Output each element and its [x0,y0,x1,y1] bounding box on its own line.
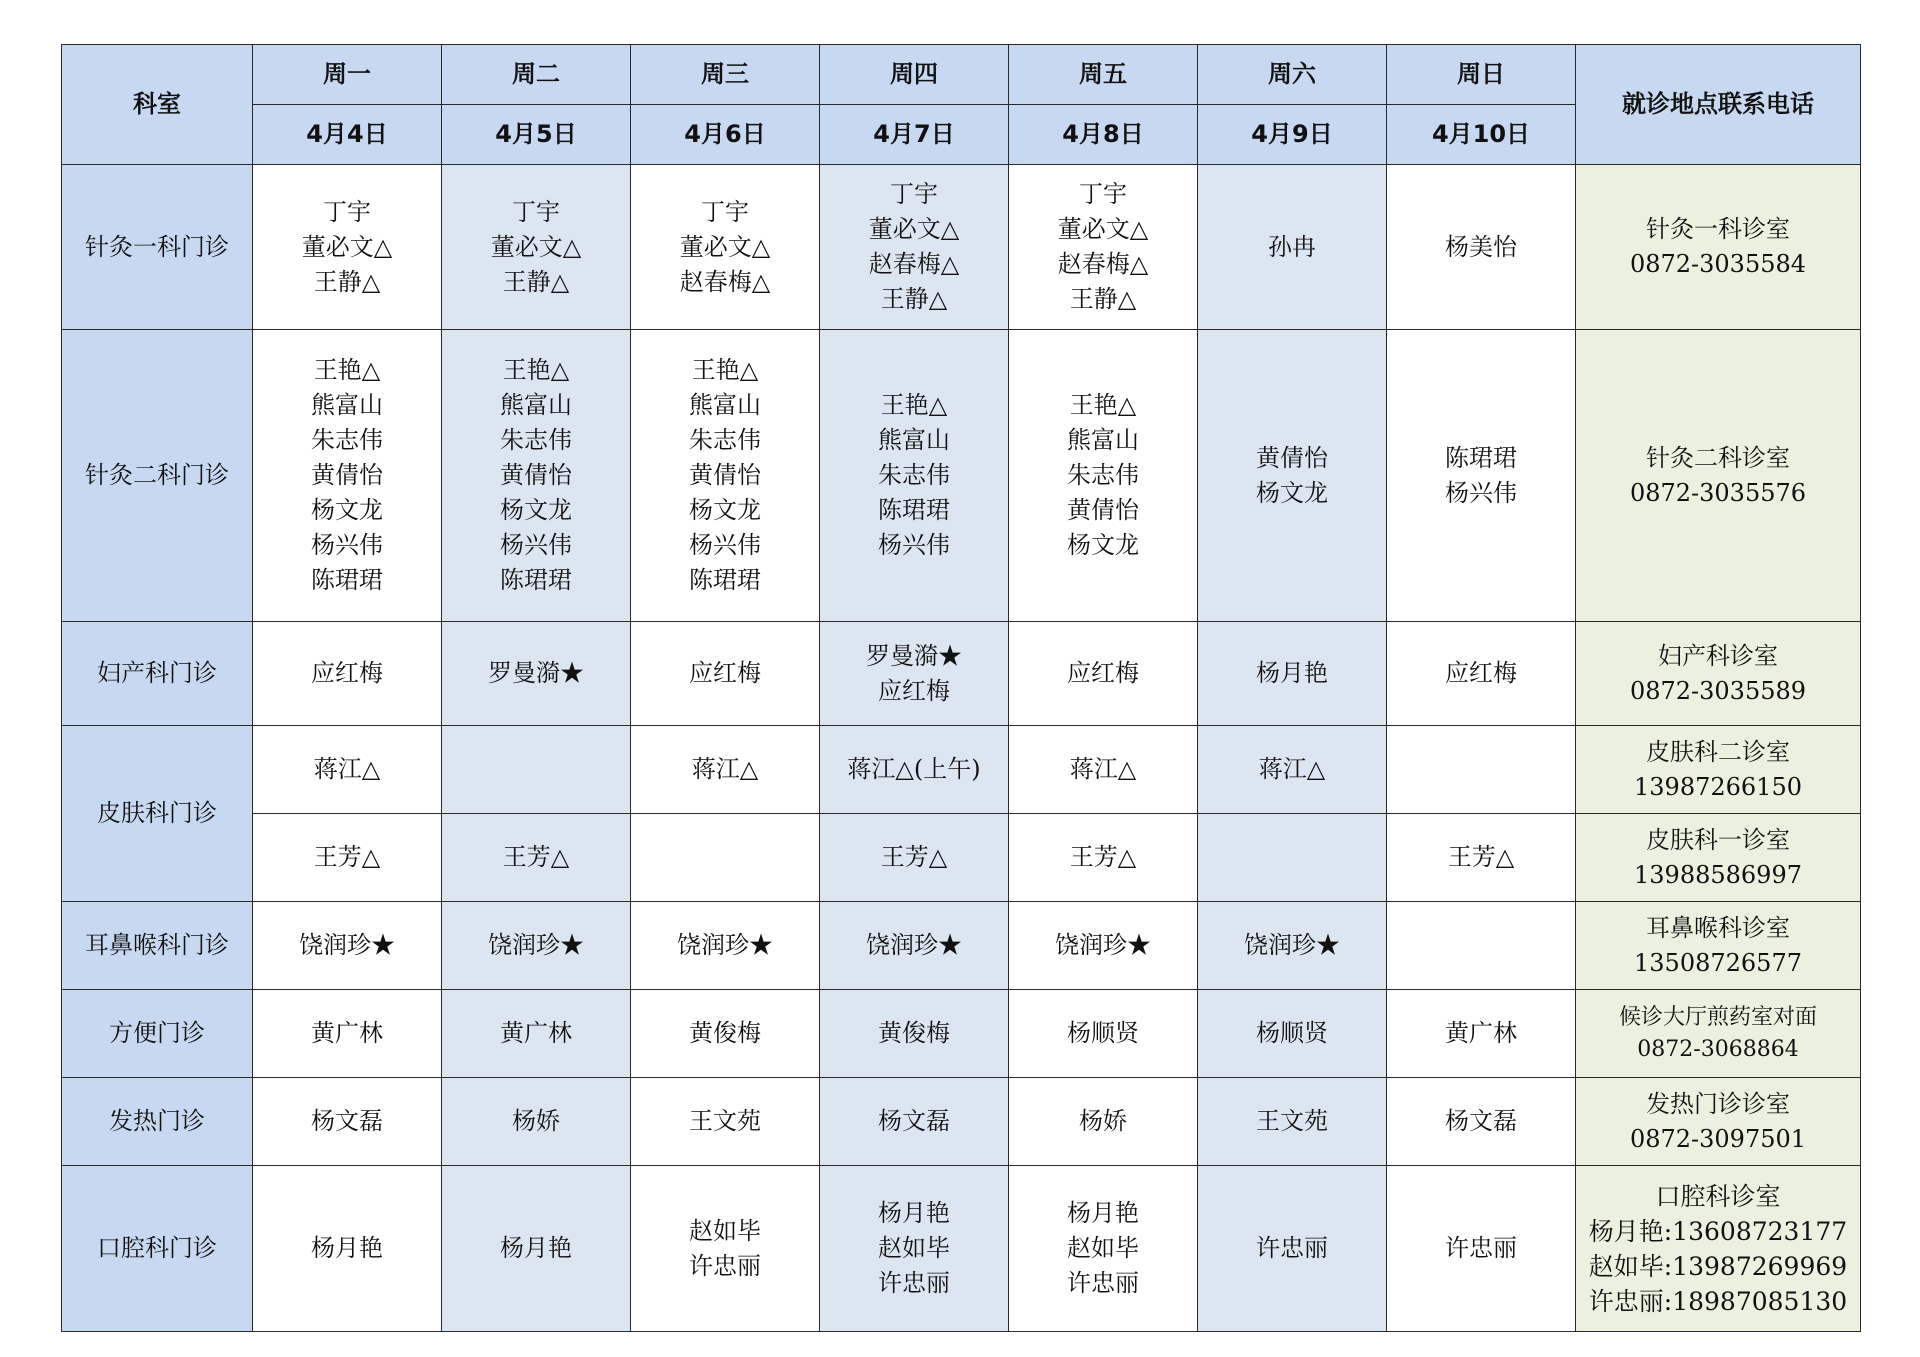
doctor-name: 陈珺珺 [500,566,572,594]
schedule-cell [442,622,631,726]
table-row [62,814,1861,902]
doctor-name: 王芳△ [1447,843,1515,871]
schedule-cell [1009,622,1198,726]
date-header: 4月10日 [1387,105,1576,165]
doctor-name: 熊富山 [311,391,383,419]
location-name: 候诊大厅煎药室对面 [1618,1004,1817,1030]
doctor-name: 熊富山 [500,391,572,419]
table-row [62,622,1861,726]
schedule-cell [1387,1166,1576,1332]
schedule-cell [1198,165,1387,330]
dept-cell: 妇产科门诊 [62,622,253,726]
doctor-name: 董必文△ [301,232,393,261]
doctor-name: 许忠丽 [689,1251,761,1280]
doctor-name: 熊富山 [878,426,950,454]
doctor-name: 杨娇 [1079,1107,1127,1135]
doctor-name: 应红梅 [311,659,383,687]
schedule-cell [631,990,820,1078]
doctor-name: 杨文龙 [1256,478,1328,507]
phone-number: 13508726577 [1634,948,1802,977]
schedule-cell [1387,165,1576,330]
schedule-cell [253,1078,442,1166]
schedule-table [61,44,1861,1332]
location-contact-cell [1576,990,1861,1078]
schedule-cell [820,622,1009,726]
doctor-name: 罗曼漪★ [866,641,962,670]
schedule-cell [253,330,442,622]
doctor-name: 陈珺珺 [689,566,761,594]
weekday-header: 周三 [631,45,820,105]
phone-number: 0872-3068864 [1637,1036,1799,1062]
doctor-name: 饶润珍★ [299,931,395,959]
date-header: 4月9日 [1198,105,1387,165]
schedule-cell [1009,1166,1198,1332]
location-name: 皮肤科一诊室 [1646,825,1790,854]
doctor-name: 黄倩怡 [1067,496,1139,524]
schedule-cell [631,1078,820,1166]
doctor-name: 丁宇 [701,197,749,226]
doctor-name: 董必文△ [868,215,960,243]
table-header [62,45,1861,165]
doctor-name: 杨顺贤 [1256,1019,1328,1047]
schedule-cell [1387,622,1576,726]
dept-cell: 针灸二科门诊 [62,330,253,622]
schedule-cell [631,814,820,902]
schedule-cell [253,165,442,330]
doctor-name: 王艳△ [1069,391,1137,419]
doctor-name: 黄广林 [500,1019,572,1047]
dept-cell: 发热门诊 [62,1078,253,1166]
table-row [62,990,1861,1078]
doctor-name: 黄倩怡 [311,461,383,489]
schedule-cell [1198,990,1387,1078]
doctor-name: 王文苑 [1256,1107,1328,1135]
doctor-name: 王艳△ [313,356,381,384]
phone-number: 杨月艳:13608723177 [1588,1216,1848,1246]
schedule-cell [1387,330,1576,622]
doctor-name: 王静△ [502,267,570,296]
schedule-cell [820,814,1009,902]
schedule-cell [1198,902,1387,990]
doctor-name: 杨月艳 [311,1234,383,1262]
doctor-name: 熊富山 [689,391,761,419]
location-contact-cell [1576,1166,1861,1332]
schedule-cell [820,330,1009,622]
phone-number: 赵如毕:13987269969 [1588,1251,1848,1281]
doctor-name: 丁宇 [890,180,938,208]
doctor-name: 杨文龙 [311,496,383,524]
dept-cell: 针灸一科门诊 [62,165,253,330]
doctor-name: 杨月艳 [500,1234,572,1262]
doctor-name: 杨文磊 [1445,1107,1517,1135]
schedule-cell [1198,814,1387,902]
doctor-name: 熊富山 [1067,426,1139,454]
schedule-cell [820,902,1009,990]
doctor-name: 黄广林 [1445,1019,1517,1047]
phone-number: 0872-3035576 [1629,478,1807,507]
doctor-name: 孙冉 [1268,232,1316,261]
doctor-name: 黄倩怡 [500,461,572,489]
doctor-name: 许忠丽 [1445,1234,1517,1262]
doctor-name: 杨兴伟 [689,531,761,559]
phone-number: 13987266150 [1634,772,1802,801]
date-header: 4月5日 [442,105,631,165]
location-contact-cell [1576,726,1861,814]
doctor-name: 王芳△ [1069,843,1137,871]
header-row-weekdays [62,45,1861,105]
doctor-name: 丁宇 [1079,180,1127,208]
phone-number: 许忠丽:18987085130 [1588,1286,1848,1316]
schedule-cell [442,990,631,1078]
schedule-cell [253,990,442,1078]
doctor-name: 赵春梅△ [1057,250,1149,278]
schedule-cell [442,165,631,330]
doctor-name: 杨顺贤 [1067,1019,1139,1047]
doctor-name: 赵如毕 [1067,1234,1139,1262]
doctor-name: 丁宇 [512,197,560,226]
doctor-name: 王艳△ [502,356,570,384]
doctor-name: 杨兴伟 [878,531,950,559]
weekday-header: 周一 [253,45,442,105]
doctor-name: 王静△ [880,285,948,313]
doctor-name: 黄广林 [311,1019,383,1047]
doctor-name: 应红梅 [1445,659,1517,687]
schedule-cell [631,726,820,814]
date-header: 4月8日 [1009,105,1198,165]
schedule-cell [631,622,820,726]
doctor-name: 陈珺珺 [878,496,950,524]
doctor-name: 罗曼漪★ [488,659,584,687]
doctor-name: 朱志伟 [689,426,761,454]
schedule-cell [1198,1078,1387,1166]
doctor-name: 董必文△ [490,232,582,261]
schedule-cell [253,622,442,726]
doctor-name: 赵如毕 [689,1216,761,1245]
doctor-name: 朱志伟 [878,461,950,489]
dept-cell: 皮肤科门诊 [62,726,253,902]
doctor-name: 蒋江△ [1069,755,1137,783]
schedule-cell [442,902,631,990]
location-contact-cell [1576,902,1861,990]
doctor-name: 杨月艳 [1256,659,1328,687]
table-row [62,1078,1861,1166]
phone-number: 0872-3035584 [1629,250,1807,278]
schedule-cell [442,726,631,814]
doctor-name: 王艳△ [880,391,948,419]
dept-column-header: 科室 [62,45,253,165]
doctor-name: 杨文磊 [878,1107,950,1135]
doctor-name: 蒋江△ [691,755,759,783]
schedule-cell [253,726,442,814]
location-name: 口腔科诊室 [1655,1181,1781,1211]
doctor-name: 蒋江△ [1258,755,1326,783]
weekday-header: 周六 [1198,45,1387,105]
doctor-name: 应红梅 [689,659,761,687]
date-header: 4月6日 [631,105,820,165]
location-name: 皮肤科二诊室 [1646,737,1790,766]
schedule-cell [1009,165,1198,330]
doctor-name: 黄俊梅 [689,1019,761,1047]
schedule-cell [253,1166,442,1332]
table-row [62,330,1861,622]
location-contact-cell [1576,622,1861,726]
schedule-cell [253,814,442,902]
schedule-cell [820,726,1009,814]
doctor-name: 黄倩怡 [1256,443,1328,472]
contact-column-header: 就诊地点联系电话 [1576,45,1861,165]
schedule-cell [1198,622,1387,726]
weekday-header: 周四 [820,45,1009,105]
doctor-name: 饶润珍★ [1055,931,1151,959]
location-contact-cell [1576,1078,1861,1166]
schedule-cell [820,990,1009,1078]
schedule-cell [1009,726,1198,814]
schedule-cell [631,902,820,990]
location-contact-cell [1576,814,1861,902]
dept-cell: 耳鼻喉科门诊 [62,902,253,990]
doctor-name: 朱志伟 [500,426,572,454]
doctor-name: 赵春梅△ [679,267,771,296]
doctor-name: 陈珺珺 [1445,443,1517,472]
doctor-name: 应红梅 [878,676,950,705]
phone-number: 0872-3035589 [1629,676,1807,705]
table-row [62,1166,1861,1332]
doctor-name: 饶润珍★ [488,931,584,959]
doctor-name: 杨美怡 [1445,232,1517,261]
doctor-name: 董必文△ [679,232,771,261]
doctor-name: 黄俊梅 [878,1019,950,1047]
schedule-cell [442,814,631,902]
schedule-cell [1387,1078,1576,1166]
doctor-name: 应红梅 [1067,659,1139,687]
location-contact-cell [1576,165,1861,330]
doctor-name: 董必文△ [1057,215,1149,243]
table-row [62,726,1861,814]
table-row [62,165,1861,330]
schedule-cell [1009,330,1198,622]
doctor-name: 杨月艳 [878,1199,950,1227]
schedule-cell [1387,726,1576,814]
dept-cell: 口腔科门诊 [62,1166,253,1332]
doctor-name: 王芳△ [502,843,570,871]
date-header: 4月4日 [253,105,442,165]
weekday-header: 周二 [442,45,631,105]
doctor-name: 王芳△ [313,843,381,871]
doctor-name: 杨文磊 [311,1107,383,1135]
doctor-name: 杨娇 [512,1107,560,1135]
doctor-name: 王静△ [313,267,381,296]
date-header: 4月7日 [820,105,1009,165]
doctor-name: 饶润珍★ [866,931,962,959]
doctor-name: 杨月艳 [1067,1199,1139,1227]
weekday-header: 周日 [1387,45,1576,105]
schedule-cell [253,902,442,990]
schedule-cell [631,1166,820,1332]
weekday-header: 周五 [1009,45,1198,105]
phone-number: 0872-3097501 [1629,1124,1807,1153]
doctor-name: 赵春梅△ [868,250,960,278]
doctor-name: 蒋江△ [313,755,381,783]
doctor-name: 杨兴伟 [1445,478,1517,507]
schedule-cell [1198,726,1387,814]
doctor-name: 陈珺珺 [311,566,383,594]
doctor-name: 丁宇 [323,197,371,226]
doctor-name: 杨兴伟 [311,531,383,559]
doctor-name: 王静△ [1069,285,1137,313]
schedule-cell [820,1078,1009,1166]
doctor-name: 王艳△ [691,356,759,384]
location-contact-cell [1576,330,1861,622]
dept-cell: 方便门诊 [62,990,253,1078]
doctor-name: 许忠丽 [1067,1269,1139,1297]
table-row [62,902,1861,990]
doctor-name: 杨文龙 [500,496,572,524]
doctor-name: 许忠丽 [878,1269,950,1297]
schedule-cell [820,165,1009,330]
doctor-name: 朱志伟 [1067,461,1139,489]
schedule-cell [1387,902,1576,990]
doctor-name: 王芳△ [880,843,948,871]
schedule-cell [1009,1078,1198,1166]
doctor-name: 许忠丽 [1256,1234,1328,1262]
location-name: 发热门诊诊室 [1646,1089,1790,1118]
doctor-name: 黄倩怡 [689,461,761,489]
location-name: 耳鼻喉科诊室 [1646,913,1790,942]
location-name: 妇产科诊室 [1658,641,1778,670]
table-body [62,165,1861,1332]
schedule-cell [1387,990,1576,1078]
schedule-cell [442,1166,631,1332]
schedule-cell [1198,1166,1387,1332]
doctor-name: 饶润珍★ [677,931,773,959]
schedule-cell [1009,814,1198,902]
schedule-cell [631,330,820,622]
schedule-cell [631,165,820,330]
doctor-name: 杨兴伟 [500,531,572,559]
doctor-name: 杨文龙 [1067,531,1139,559]
schedule-cell [820,1166,1009,1332]
doctor-name: 蒋江△(上午) [847,755,981,783]
doctor-name: 朱志伟 [311,426,383,454]
schedule-cell [1387,814,1576,902]
schedule-cell [1009,990,1198,1078]
doctor-name: 杨文龙 [689,496,761,524]
schedule-cell [442,1078,631,1166]
doctor-name: 王文苑 [689,1107,761,1135]
schedule-cell [1009,902,1198,990]
location-name: 针灸二科诊室 [1646,443,1790,472]
schedule-cell [442,330,631,622]
doctor-name: 饶润珍★ [1244,931,1340,959]
location-name: 针灸一科诊室 [1646,215,1790,243]
doctor-name: 赵如毕 [878,1234,950,1262]
phone-number: 13988586997 [1634,860,1802,889]
schedule-cell [1198,330,1387,622]
